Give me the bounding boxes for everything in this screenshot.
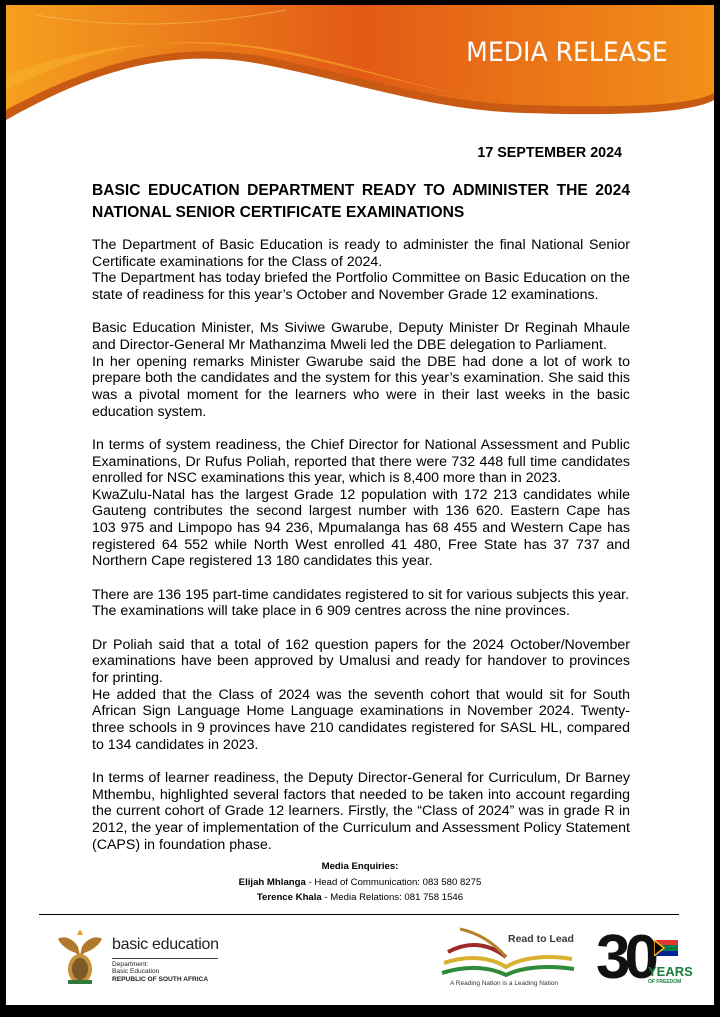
body-line: He added that the Class of 2024 was the seventh cohort that would sit for South [92, 686, 630, 703]
body-line: enrolled for NSC examinations this year, which is 8,400 more than in 2023. [92, 470, 562, 487]
enquiries-heading: Media Enquiries: [321, 861, 399, 872]
body-line: In her opening remarks Minister Gwarube said the DBE had done a lot of work to [92, 353, 630, 370]
banner-title: MEDIA RELEASE [466, 37, 668, 68]
body-paragraph [92, 770, 630, 853]
thirty-years-freedom-logo [596, 923, 693, 1000]
release-body [92, 237, 630, 870]
body-line: Mthembu, highlighted several factors that needed to be taken into account regarding [92, 786, 630, 803]
body-line: Gauteng contributes the second largest number with 136 620. Eastern Cape has [92, 503, 630, 520]
body-paragraph [92, 320, 630, 420]
dbe-underline [112, 958, 218, 959]
body-line: The Department has today briefed the Portfolio Committee on Basic Education on the [92, 270, 630, 287]
body-line: The examinations will take place in 6 909 centres across the nine provinces. [92, 603, 570, 620]
body-paragraph [92, 437, 630, 570]
dbe-department [112, 961, 208, 983]
body-line: education system. [92, 403, 207, 420]
contact-name: Elijah Mhlanga [238, 876, 306, 888]
body-line: In terms of learner readiness, the Deputy Director-General for Curriculum, Dr Barney [92, 769, 630, 786]
body-line: for printing. [92, 670, 163, 686]
body-line: examinations have been approved by Umalusi and ready for handover to provinces [92, 653, 630, 670]
body-line: and Director-General Mr Mathanzima Mweli led the DBE delegation to Parliament. [92, 336, 607, 353]
read-to-lead-tagline: A Reading Nation is a Leading Nation [450, 980, 559, 987]
footer-divider [39, 914, 679, 915]
contact-detail: - Head of Communication: 083 580 8275 [305, 876, 482, 888]
dbe-logo [54, 925, 219, 992]
title-line: BASIC EDUCATION DEPARTMENT READY TO ADMINISTER THE 2024 [92, 182, 630, 199]
release-title [92, 180, 630, 224]
body-line: 103 975 and Limpopo has 94 236, Mpumalanga has 68 455 and Western Cape has [92, 520, 630, 537]
body-line: 2012, the year of implementation of the Curriculum and Assessment Policy Statement [92, 819, 630, 836]
dbe-small-line: REPUBLIC OF SOUTH AFRICA [112, 975, 209, 983]
dbe-name: basic education [112, 936, 219, 953]
body-line: Northern Cape registered 13 180 candidates this year. [92, 553, 433, 570]
body-paragraph [92, 587, 630, 620]
dbe-small-line: Basic Education [112, 968, 160, 976]
body-paragraph [92, 237, 630, 304]
body-line: There are 136 195 part-time candidates registered to sit for various subjects this year. [92, 586, 630, 603]
body-line: was a pivotal moment for the learners who were in their last weeks in the basic [92, 386, 630, 403]
dbe-small-line: Department: [112, 961, 149, 968]
body-line: (CAPS) in foundation phase. [92, 836, 272, 853]
media-release-page [6, 5, 714, 1005]
coat-of-arms-icon [54, 925, 106, 987]
body-line: African Sign Language Home Language examinations in November 2024. Twenty- [92, 703, 630, 720]
years-label: YEARS [648, 964, 693, 979]
body-line: In terms of system readiness, the Chief Director for National Assessment and Public [92, 436, 630, 453]
header-banner [6, 5, 714, 135]
thirty-numeral: 30 [596, 923, 653, 992]
read-to-lead-logo [438, 927, 588, 997]
body-line: Basic Education Minister, Ms Siviwe Gwarube, Deputy Minister Dr Reginah Mhaule [92, 320, 630, 337]
release-date: 17 SEPTEMBER 2024 [477, 145, 622, 161]
contact-line [6, 875, 714, 891]
media-enquiries [6, 859, 714, 906]
body-line: to 134 candidates in 2023. [92, 736, 259, 753]
body-line: prepare both the candidates and the system for this year’s examination. She said this [92, 370, 630, 387]
sa-flag-icon [654, 940, 678, 956]
body-line: three schools in 9 provinces have 210 candidates registered for SASL HL, compared [92, 719, 630, 736]
body-line: KwaZulu-Natal has the largest Grade 12 population with 172 213 candidates while [92, 486, 630, 503]
contact-line [6, 890, 714, 906]
title-line: NATIONAL SENIOR CERTIFICATE EXAMINATIONS [92, 204, 465, 221]
body-line: Certificate examinations for the Class of 2024. [92, 253, 383, 270]
contact-name: Terence Khala [256, 892, 322, 903]
freedom-label: OF FREEDOM [648, 979, 682, 985]
body-line: Examinations, Dr Rufus Poliah, reported that there were 732 448 full time candidates [92, 453, 630, 470]
body-line: The Department of Basic Education is ready to administer the final National Senior [92, 237, 630, 253]
body-line: the current cohort of Grade 12 learners. Firstly, the “Class of 2024” was in grade R in [92, 803, 630, 820]
body-paragraph [92, 637, 630, 754]
body-line: registered 64 552 while North West enrolled 41 480, Free State has 37 737 and [92, 536, 630, 553]
read-to-lead-title: Read to Lead [508, 933, 574, 945]
body-line: state of readiness for this year’s October and November Grade 12 examinations. [92, 286, 599, 303]
contact-detail: - Media Relations: 081 758 1546 [321, 892, 464, 903]
body-line: Dr Poliah said that a total of 162 question papers for the 2024 October/November [92, 636, 630, 653]
